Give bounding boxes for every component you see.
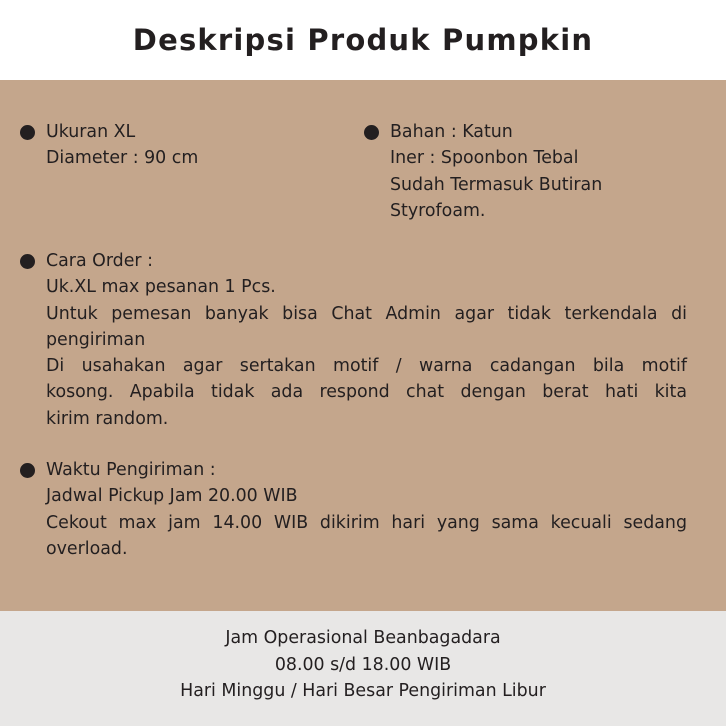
filling-label: Sudah Termasuk Butiran bbox=[390, 174, 603, 195]
order-block bbox=[46, 248, 687, 432]
order-bulk-note-cont: pengiriman bbox=[46, 329, 146, 350]
order-heading: Cara Order : bbox=[46, 251, 153, 271]
operational-hours-title: Jam Operasional Beanbagadara bbox=[225, 628, 501, 648]
checkout-note: Cekout max jam 14.00 WIB dikirim hari yang sama kecuali sedang bbox=[46, 512, 687, 533]
size-label: Ukuran XL bbox=[46, 122, 136, 142]
description-panel bbox=[0, 80, 726, 611]
holiday-note: Hari Minggu / Hari Besar Pengiriman Libur bbox=[180, 681, 546, 701]
shipping-block bbox=[46, 457, 687, 562]
order-motif-note-end: kirim random. bbox=[46, 408, 169, 429]
material-label: Bahan : Katun bbox=[390, 122, 513, 142]
bullet-icon bbox=[20, 125, 35, 140]
operational-hours-time: 08.00 s/d 18.00 WIB bbox=[274, 654, 452, 675]
filling-label-cont: Styrofoam. bbox=[390, 200, 486, 221]
bullet-icon bbox=[20, 463, 35, 478]
page-title: Deskripsi Produk Pumpkin bbox=[132, 23, 594, 57]
order-motif-note-cont: kosong. Apabila tidak ada respond chat dengan berat hati kita bbox=[46, 382, 687, 403]
material-block bbox=[390, 119, 690, 224]
size-block bbox=[46, 119, 346, 172]
header bbox=[0, 0, 726, 80]
bullet-icon bbox=[20, 254, 35, 269]
pickup-schedule: Jadwal Pickup Jam 20.00 WIB bbox=[46, 486, 298, 507]
order-bulk-note: Untuk pemesan banyak bisa Chat Admin agar tidak terkendala di bbox=[46, 303, 687, 324]
shipping-heading: Waktu Pengiriman : bbox=[46, 460, 216, 480]
checkout-note-cont: overload. bbox=[46, 538, 128, 559]
inner-label: Iner : Spoonbon Tebal bbox=[390, 148, 579, 169]
order-motif-note: Di usahakan agar sertakan motif / warna cadangan bila motif bbox=[46, 356, 687, 377]
bullet-icon bbox=[364, 125, 379, 140]
footer bbox=[0, 611, 726, 726]
order-limit: Uk.XL max pesanan 1 Pcs. bbox=[46, 277, 276, 298]
diameter-label: Diameter : 90 cm bbox=[46, 148, 199, 169]
